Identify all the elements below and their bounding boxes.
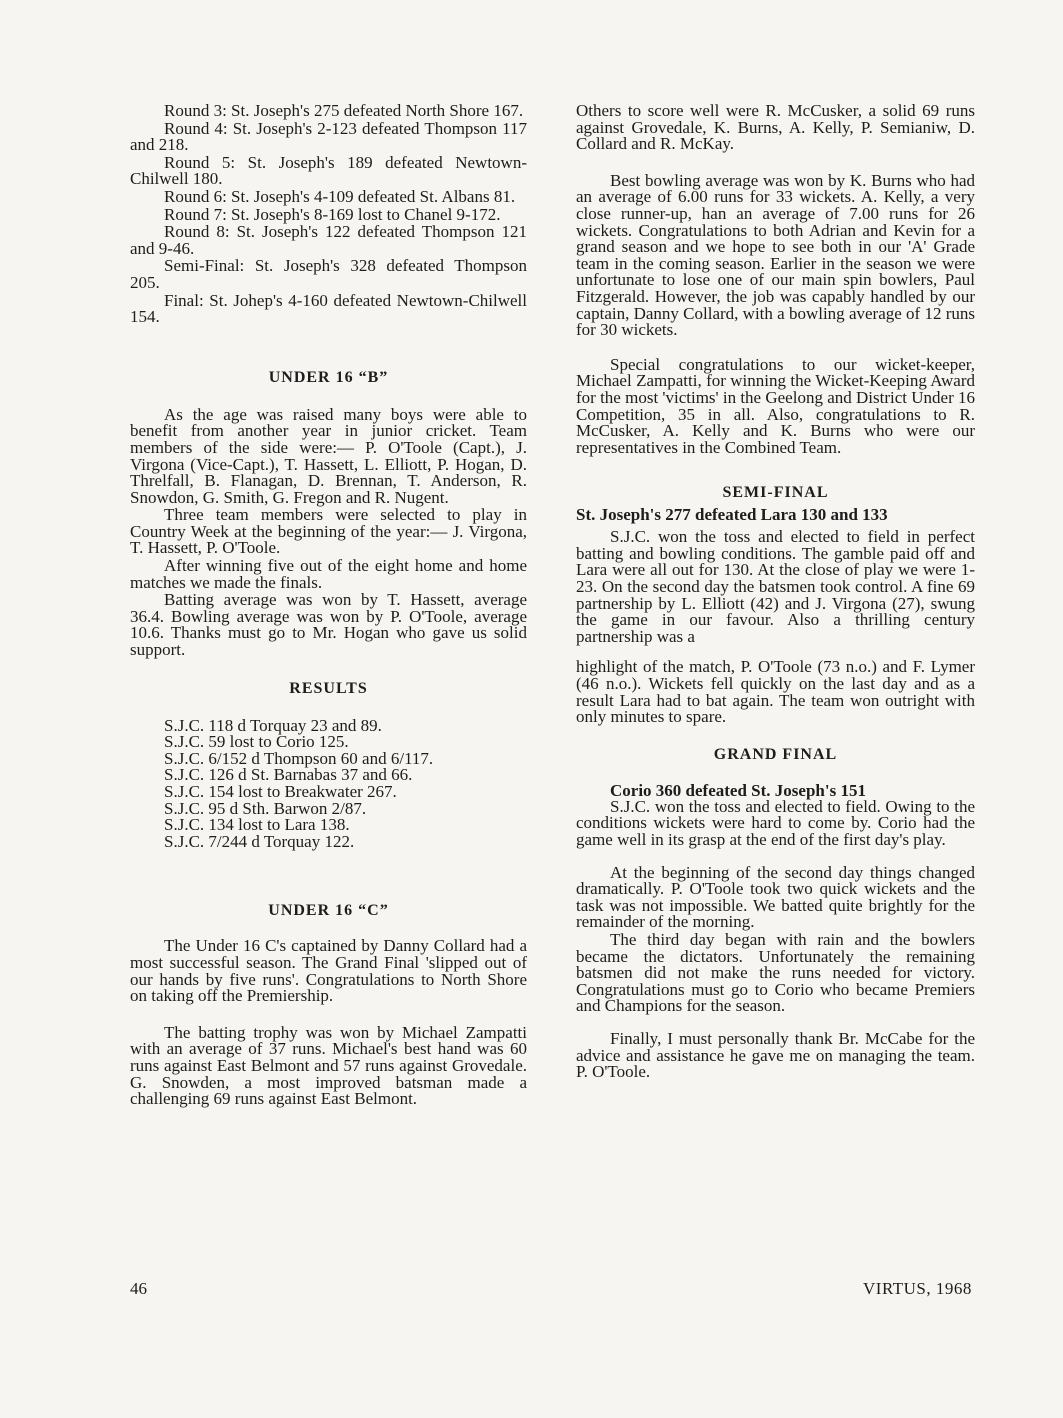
grand-final-paragraph: S.J.C. won the toss and elected to field. Owing to the conditions wickets were hard to come by. Corio had the game well in its grasp at the end of the first day's play. [576,796,975,849]
grand-final-subhead: Corio 360 defeated St. Joseph's 151 [610,780,866,800]
list-item: S.J.C. 154 lost to Breakwater 267. [164,782,397,801]
body-paragraph: Others to score well were R. McCusker, a solid 69 runs against Grovedale, K. Burns, A. Kelly, P. Semianiw, D. Collard and R. McKay. [576,101,975,154]
round-7-result: Round 7: St. Joseph's 8-169 lost to Chanel 9-172. [164,204,501,224]
spacer [130,387,527,407]
spacer [576,764,975,782]
under-16-b-paragraph: Three team members were selected to play in Country Week at the beginning of the year:— J. Virgona, T. Hassett, P. O'Toole. [130,505,527,558]
grand-final-paragraph: The third day began with rain and the bowlers became the dictators. Unfortunately the remaining batsmen did not make the runs needed for victory. Congratulations must go to Corio who became Premiers and Champions for the season. [576,929,975,1016]
list-item: S.J.C. 59 lost to Corio 125. [164,732,349,752]
list-item: S.J.C. 134 lost to Lara 138. [164,815,350,835]
body-paragraph: Special congratulations to our wicket-keeper, Michael Zampatti, for winning the Wicket-Keeping Award for the most 'victims' in the Geelong and District Under 16 Competition, 35 in all. Also, congratulations to R. McCusker, A. Kelly and K. Burns who were our representatives in the Combined Team. [576,354,975,457]
under-16-c-heading: UNDER 16 “C” [268,902,389,920]
round-5-result: Round 5: St. Joseph's 189 defeated Newtown-Chilwell 180. [130,152,527,189]
list-item: S.J.C. 6/152 d Thompson 60 and 6/117. [164,748,434,768]
under-16-b-paragraph: Batting average was won by T. Hassett, average 36.4. Bowling average was won by P. O'Toole, average 10.6. Thanks must go to Mr. Hogan who gave us solid support. [130,590,527,660]
final-result: Final: St. Johep's 4-160 defeated Newtown-Chilwell 154. [130,290,527,327]
list-item: S.J.C. 126 d St. Barnabas 37 and 66. [164,765,413,785]
grand-final-paragraph: At the beginning of the second day things changed dramatically. P. O'Toole took two quick wickets and the task was not impossible. We batted quite brightly for the remainder of the morning. [576,862,975,932]
under-16-b-paragraph: As the age was raised many boys were able to benefit from another year in junior cricket. Team members of the side were:— P. O'Toole (Capt.), J. Virgona (Vice-Capt.), T. Hassett, L. Elliott, P. Hogan, D. Threlfall, B. Flanagan, D. Brennan, T. Anderson, R. Snowdon, G. Smith, G. Fregon and R. Nugent. [130,404,527,507]
round-3-result: Round 3: St. Joseph's 275 defeated North Shore 167. [164,101,524,120]
semi-final-paragraph: highlight of the match, P. O'Toole (73 n.o.) and F. Lymer (46 n.o.). Wickets fell quickly on the last day and as a result Lara had to bat again. The team won outright with only minutes to spare. [576,657,975,727]
round-6-result: Round 6: St. Joseph's 4-109 defeated St. Albans 81. [164,186,516,206]
semi-final-subhead: St. Joseph's 277 defeated Lara 130 and 133 [576,505,888,525]
semi-final-paragraph: S.J.C. won the toss and elected to field in perfect batting and bowling conditions. The gamble paid off and Lara were all out for 130. At the close of play we were 1-23. On the second day the batsmen took control. A fine 69 partnership by L. Elliott (42) and J. Virgona (27), swung the game in our favour. Also a thrilling century partnership was a [576,527,975,646]
list-item: S.J.C. 95 d Sth. Barwon 2/87. [164,798,367,818]
spacer [130,850,527,902]
right-column [576,103,975,1089]
spacer [130,660,527,680]
spacer [576,464,975,484]
under-16-b-paragraph: After winning five out of the eight home and home matches we made the finals. [130,556,527,592]
publication-footer: VIRTUS, 1968 [863,1279,972,1298]
grand-final-paragraph: Finally, I must personally thank Br. McCabe for the advice and assistance he gave me on managing the team. P. O'Toole. [576,1028,975,1082]
results-list [130,715,527,851]
page-number: 46 [130,1279,147,1298]
under-16-b-heading: UNDER 16 “B” [268,368,389,386]
semi-final-result: Semi-Final: St. Joseph's 328 defeated Thompson 205. [130,256,527,292]
results-heading: RESULTS [289,679,368,697]
spacer [130,698,527,718]
round-8-result: Round 8: St. Joseph's 122 defeated Thompson 121 and 9-46. [130,222,527,258]
body-paragraph: Best bowling average was won by K. Burns who had an average of 6.00 runs for 33 wickets. A. Kelly, a very close runner-up, han an average of 7.00 runs for 26 wickets. Congratulations to both Adrian and Kevin for a grand season and we hope to see both in our 'A' Grade team in the coming season. Earlier in the season we were unfortunate to lose one of our main spin bowlers, Paul Fitzgerald. However, the job was capably handled by our captain, Danny Collard, with a bowling average of 12 runs for 30 wickets. [576,170,975,340]
spacer [576,734,975,746]
under-16-c-paragraph: The batting trophy was won by Michael Zampatti with an average of 37 runs. Michael's best hand was 60 runs against East Belmont and 57 runs against Grovedale. G. Snowden, a most improved batsman made a challenging 69 runs against East Belmont. [130,1022,527,1109]
semi-final-heading: SEMI-FINAL [722,484,829,502]
list-item: S.J.C. 118 d Torquay 23 and 89. [164,715,382,735]
list-item: S.J.C. 7/244 d Torquay 122. [164,831,355,851]
round-4-result: Round 4: St. Joseph's 2-123 defeated Thompson 117 and 218. [130,118,527,155]
grand-final-heading: GRAND FINAL [713,745,838,763]
left-column [130,103,527,1116]
under-16-c-paragraph: The Under 16 C's captained by Danny Collard had a most successful season. The Grand Final 'slipped out of our hands by five runs'. Congratulations to North Shore on taking off the Premiership. [130,936,527,1006]
spacer [130,327,527,369]
